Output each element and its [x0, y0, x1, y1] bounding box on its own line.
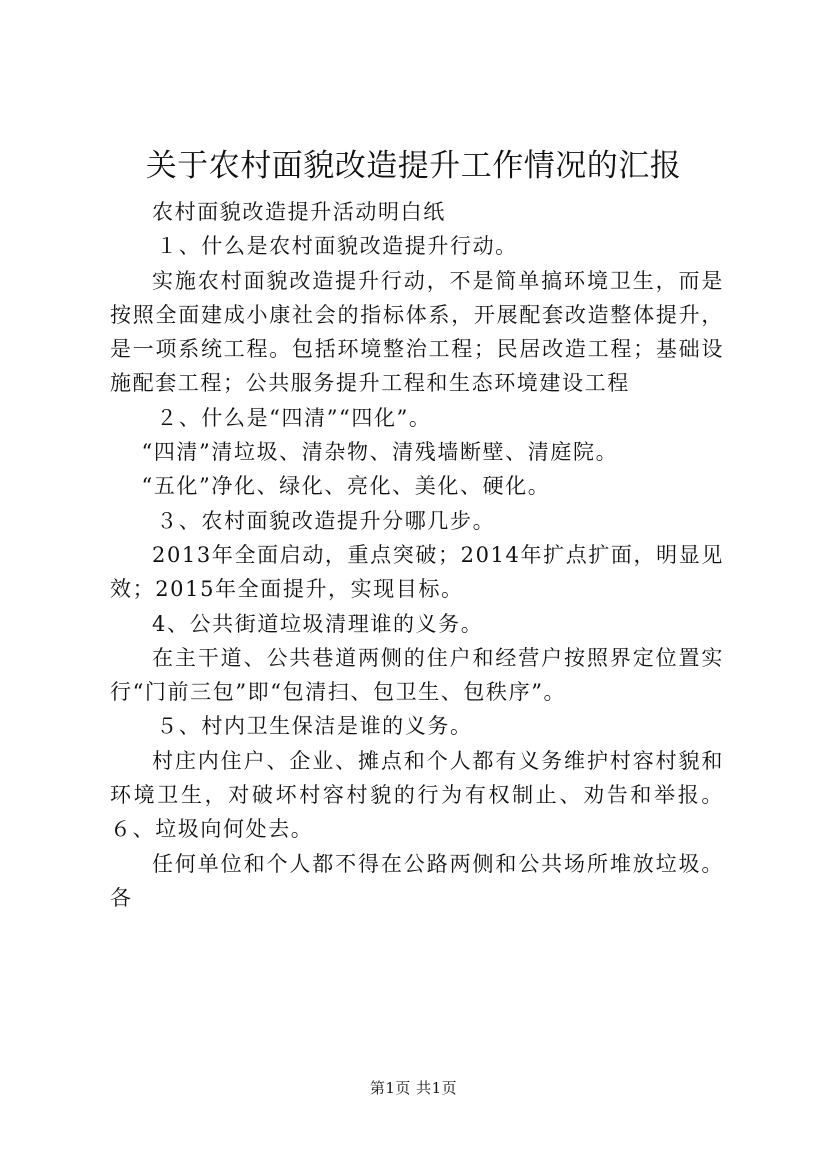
paragraph-subtitle: 农村面貌改造提升活动明白纸	[152, 200, 446, 224]
paragraph-question-5: ５、村内卫生保洁是谁的义务。	[156, 714, 473, 739]
paragraph-four-cleans: “四清”清垃圾、清杂物、清残墙断壁、清庭院。	[141, 440, 619, 465]
paragraph-question-1: １、什么是农村面貌改造提升行动。	[156, 234, 518, 259]
paragraph-question-2: ２、什么是“四清”“四化”。	[156, 405, 432, 430]
document-title: 关于农村面貌改造提升工作情况的汇报	[145, 148, 682, 184]
paragraph-answer-3: 2013年全面启动，重点突破；2014年扩点扩面，明显见效；2015年全面提升，实现目标。	[110, 542, 724, 602]
paragraph-question-4: 4、公共街道垃圾清理谁的义务。	[152, 611, 484, 636]
document-body	[110, 195, 724, 915]
paragraph-answer-1: 实施农村面貌改造提升行动，不是简单搞环境卫生，而是按照全面建成小康社会的指标体系，开展配套改造整体提升，是一项系统工程。包括环境整治工程；民居改造工程；基础设施配套工程；公共服务提升工程和生态环境建设工程	[110, 268, 724, 396]
page-footer: 第1页 共1页	[369, 1079, 458, 1097]
paragraph-five-changes: “五化”净化、绿化、亮化、美化、硬化。	[141, 474, 551, 499]
paragraph-question-3: ３、农村面貌改造提升分哪几步。	[156, 508, 496, 533]
paragraph-answer-6: 任何单位和个人都不得在公路两侧和公共场所堆放垃圾。各	[110, 851, 724, 910]
paragraph-answer-4: 在主干道、公共巷道两侧的住户和经营户按照界定位置实行“门前三包”即“包清扫、包卫生、包秩序”。	[110, 645, 724, 705]
paragraph-answer-5: 村庄内住户、企业、摊点和个人都有义务维护村容村貌和环境卫生，对破坏村容村貌的行为有权制止、劝告和举报。６、垃圾向何处去。	[110, 748, 724, 842]
